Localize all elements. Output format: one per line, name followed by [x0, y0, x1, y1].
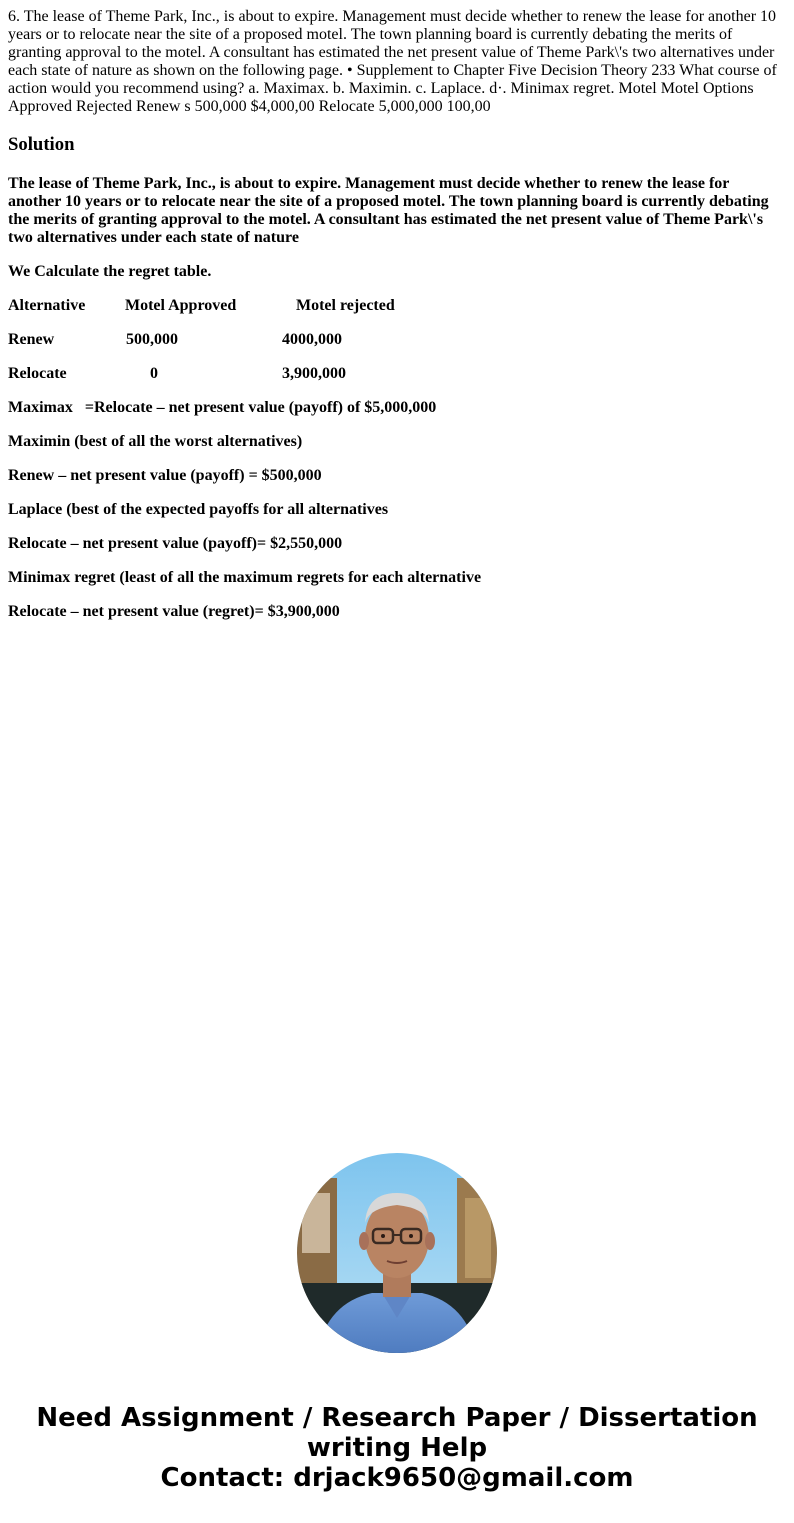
- person-photo-avatar-icon: [297, 1153, 497, 1353]
- promo-line-1: Need Assignment / Research Paper / Dissertation: [36, 1403, 758, 1433]
- regret-intro: We Calculate the regret table.: [8, 263, 212, 280]
- main-content: [8, 8, 786, 621]
- maximax-result: Maximax =Relocate – net present value (payoff) of $5,000,000: [8, 399, 437, 416]
- question-text: 6. The lease of Theme Park, Inc., is about to expire. Management must decide whether to renew the lease for another 10 years or to relocate near the site of a proposed motel. The town planning board is currently debating the merits of granting approval to the motel. A consultant has estimated the net present value of Theme Park\'s two alternatives under each state of nature as shown on the following page. • Supplement to Chapter Five Decision Theory 233 What course of action would you recommend using? a. Maximax. b. Maximin. c. Laplace. d·. Minimax regret. Motel Motel Options Approved Rejected Renew s 500,000 $4,000,00 Relocate 5,000,000 100,00: [8, 8, 777, 115]
- row-renew-label: Renew: [8, 331, 55, 348]
- promo-contact[interactable]: Contact: drjack9650@gmail.com: [160, 1463, 634, 1493]
- solution-heading: Solution: [8, 134, 75, 155]
- header-motel-approved: Motel Approved: [125, 297, 237, 314]
- laplace-result: Relocate – net present value (payoff)= $2,550,000: [8, 535, 343, 552]
- laplace-heading: Laplace (best of the expected payoffs for all alternatives: [8, 501, 389, 518]
- row-renew-rejected: 4000,000: [282, 331, 342, 348]
- row-relocate-rejected: 3,900,000: [282, 365, 346, 382]
- maximin-result: Renew – net present value (payoff) = $500,000: [8, 467, 322, 484]
- row-relocate-approved: 0: [150, 365, 158, 382]
- header-alternative: Alternative: [8, 297, 86, 314]
- promo-line-2: writing Help: [306, 1433, 488, 1463]
- row-renew-approved: 500,000: [126, 331, 178, 348]
- solution-intro: The lease of Theme Park, Inc., is about to expire. Management must decide whether to renew the lease for another 10 years or to relocate near the site of a proposed motel. The town planning board is currently debating the merits of granting approval to the motel. A consultant has estimated the net present value of Theme Park\'s two alternatives under each state of nature: [8, 175, 769, 246]
- regret-table-header: [8, 297, 786, 315]
- maximin-heading: Maximin (best of all the worst alternatives): [8, 433, 303, 450]
- promo-banner: [0, 1403, 794, 1493]
- row-relocate-label: Relocate: [8, 365, 67, 382]
- header-motel-rejected: Motel rejected: [296, 297, 395, 314]
- minimax-heading: Minimax regret (least of all the maximum regrets for each alternative: [8, 569, 482, 586]
- table-row: [8, 331, 786, 349]
- avatar: [297, 1153, 497, 1353]
- table-row: [8, 365, 786, 383]
- minimax-result: Relocate – net present value (regret)= $3,900,000: [8, 603, 340, 620]
